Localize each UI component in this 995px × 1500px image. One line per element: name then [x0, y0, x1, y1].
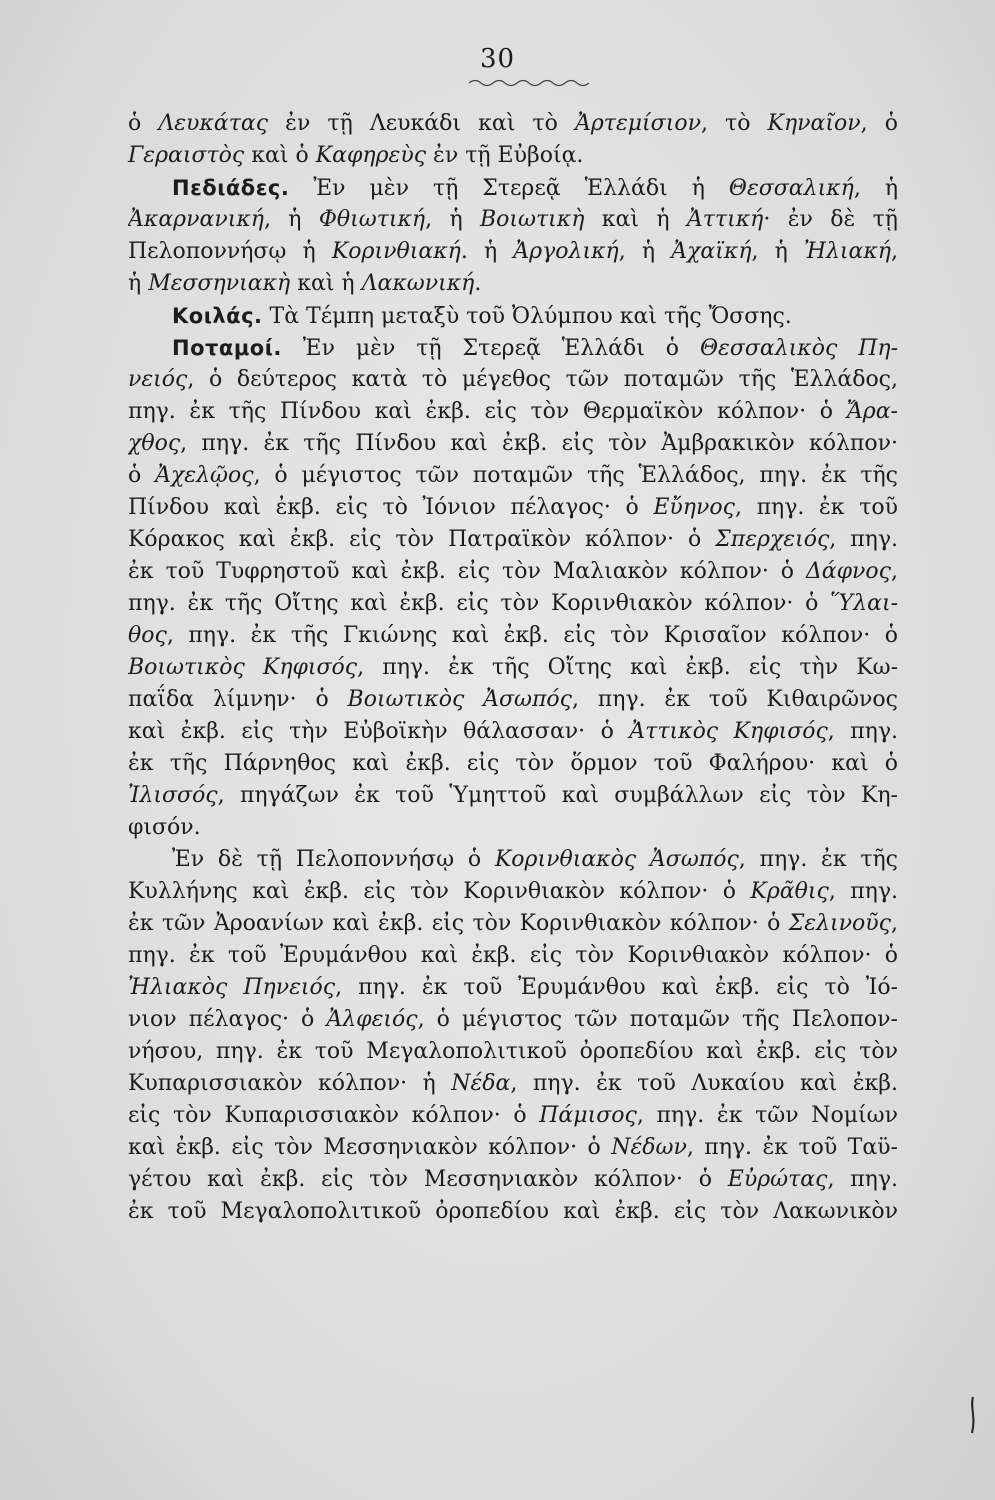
text-line: Κυπαρισσιακὸν κόλπον· ἡ Νέδα, πηγ. ἐκ τοῦ Λυκαίου καὶ ἐκβ.	[128, 1071, 898, 1096]
text-line: πηγ. ἐκ τῆς Πίνδου καὶ ἐκβ. εἰς τὸν Θερμαϊκὸν κόλπον· ὁ Ἄρα-	[128, 399, 898, 424]
section-heading: Πεδιάδες.	[172, 176, 290, 200]
text-line: εἰς τὸν Κυπαρισσιακὸν κόλπον· ὁ Πάμισος, πηγ. ἐκ τῶν Νομίων	[128, 1103, 898, 1128]
text-line: Κυλλήνης καὶ ἐκβ. εἰς τὸν Κορινθιακὸν κόλπον· ὁ Κρᾶθις, πηγ.	[128, 879, 898, 904]
text-line: χθος, πηγ. ἐκ τῆς Πίνδου καὶ ἐκβ. εἰς τὸν Ἀμβρακικὸν κόλπον·	[128, 431, 898, 456]
text-line: θος, πηγ. ἐκ τῆς Γκιώνης καὶ ἐκβ. εἰς τὸν Κρισαῖον κόλπον· ὁ	[128, 623, 898, 648]
text-line: νήσου, πηγ. ἐκ τοῦ Μεγαλοπολιτικοῦ ὀροπεδίου καὶ ἐκβ. εἰς τὸν	[128, 1039, 898, 1064]
text-line: Ἰλισσός, πηγάζων ἐκ τοῦ Ὑμηττοῦ καὶ συμβάλλων εἰς τὸν Κη-	[128, 783, 898, 808]
text-line: Ἐν δὲ τῇ Πελοποννήσῳ ὁ Κορινθιακὸς Ἀσωπός, πηγ. ἐκ τῆς	[172, 847, 898, 872]
text-line: Βοιωτικὸς Κηφισός, πηγ. ἐκ τῆς Οἴτης καὶ ἐκβ. εἰς τὴν Κω-	[128, 655, 898, 680]
text-line: ἐκ τοῦ Τυφρηστοῦ καὶ ἐκβ. εἰς τὸν Μαλιακὸν κόλπον· ὁ Δάφνος,	[128, 559, 898, 584]
text-line: ὁ Ἀχελῷος, ὁ μέγιστος τῶν ποταμῶν τῆς Ἑλλάδος, πηγ. ἐκ τῆς	[128, 463, 898, 488]
text-line: ἐκ τῶν Ἀροανίων καὶ ἐκβ. εἰς τὸν Κορινθιακὸν κόλπον· ὁ Σελινοῦς,	[128, 911, 898, 936]
text-line: Γεραιστὸς καὶ ὁ Καφηρεὺς ἐν τῇ Εὐβοίᾳ.	[128, 143, 584, 168]
text-line: νειός, ὁ δεύτερος κατὰ τὸ μέγεθος τῶν ποταμῶν τῆς Ἑλλάδος,	[128, 367, 898, 392]
text-line: Ποταμοί. Ἐν μὲν τῇ Στερεᾷ Ἑλλάδι ὁ Θεσσαλικὸς Πη-	[172, 336, 898, 361]
text-line: Πελοποννήσῳ ἡ Κορινθιακή. ἡ Ἀργολική, ἡ Ἀχαϊκή, ἡ Ἠλιακή,	[128, 239, 898, 264]
page-number-ornament	[467, 77, 593, 89]
margin-mark-icon	[968, 1395, 978, 1435]
text-line: πηγ. ἐκ τῆς Οἴτης καὶ ἐκβ. εἰς τὸν Κορινθιακὸν κόλπον· ὁ Ὕλαι-	[128, 591, 898, 616]
text-line: νιον πέλαγος· ὁ Ἀλφειός, ὁ μέγιστος τῶν ποταμῶν τῆς Πελοπον-	[128, 1007, 898, 1032]
text-line: Πίνδου καὶ ἐκβ. εἰς τὸ Ἰόνιον πέλαγος· ὁ Εὔηνος, πηγ. ἐκ τοῦ	[128, 495, 898, 520]
text-line: παΐδα λίμνην· ὁ Βοιωτικὸς Ἀσωπός, πηγ. ἐκ τοῦ Κιθαιρῶνος	[128, 687, 898, 712]
text-line: καὶ ἐκβ. εἰς τὸν Μεσσηνιακὸν κόλπον· ὁ Νέδων, πηγ. ἐκ τοῦ Ταϋ-	[128, 1135, 898, 1160]
section-heading: Ποταμοί.	[172, 336, 282, 360]
text-line: ἐκ τῆς Πάρνηθος καὶ ἐκβ. εἰς τὸν ὅρμον τοῦ Φαλήρου· καὶ ὁ	[128, 751, 898, 776]
page-number: 30	[479, 44, 516, 74]
text-line: ἐκ τοῦ Μεγαλοπολιτικοῦ ὀροπεδίου καὶ ἐκβ. εἰς τὸν Λακωνικὸν	[128, 1199, 898, 1224]
text-line: καὶ ἐκβ. εἰς τὴν Εὐβοϊκὴν θάλασσαν· ὁ Ἀττικὸς Κηφισός, πηγ.	[128, 719, 898, 744]
text-line: Κοιλάς. Τὰ Τέμπη μεταξὺ τοῦ Ὀλύμπου καὶ τῆς Ὄσσης.	[172, 304, 792, 329]
text-line: ὁ Λευκάτας ἐν τῇ Λευκάδι καὶ τὸ Ἀρτεμίσιον, τὸ Κηναῖον, ὁ	[128, 111, 898, 136]
text-line: γέτου καὶ ἐκβ. εἰς τὸν Μεσσηνιακὸν κόλπον· ὁ Εὐρώτας, πηγ.	[128, 1167, 898, 1192]
text-line: πηγ. ἐκ τοῦ Ἐρυμάνθου καὶ ἐκβ. εἰς τὸν Κορινθιακὸν κόλπον· ὁ	[128, 943, 898, 968]
text-line: Κόρακος καὶ ἐκβ. εἰς τὸν Πατραϊκὸν κόλπον· ὁ Σπερχειός, πηγ.	[128, 527, 898, 552]
text-line: Πεδιάδες. Ἐν μὲν τῇ Στερεᾷ Ἑλλάδι ἡ Θεσσαλική, ἡ	[172, 176, 898, 201]
body-text	[128, 108, 898, 1228]
text-line: Ἠλιακὸς Πηνειός, πηγ. ἐκ τοῦ Ἐρυμάνθου καὶ ἐκβ. εἰς τὸ Ἰό-	[128, 975, 898, 1000]
text-line: Ἀκαρνανική, ἡ Φθιωτική, ἡ Βοιωτικὴ καὶ ἡ Ἀττική· ἐν δὲ τῇ	[128, 207, 898, 232]
text-line: ἡ Μεσσηνιακὴ καὶ ἡ Λακωνική.	[128, 271, 482, 296]
section-heading: Κοιλάς.	[172, 304, 263, 328]
text-line: φισόν.	[128, 815, 201, 840]
